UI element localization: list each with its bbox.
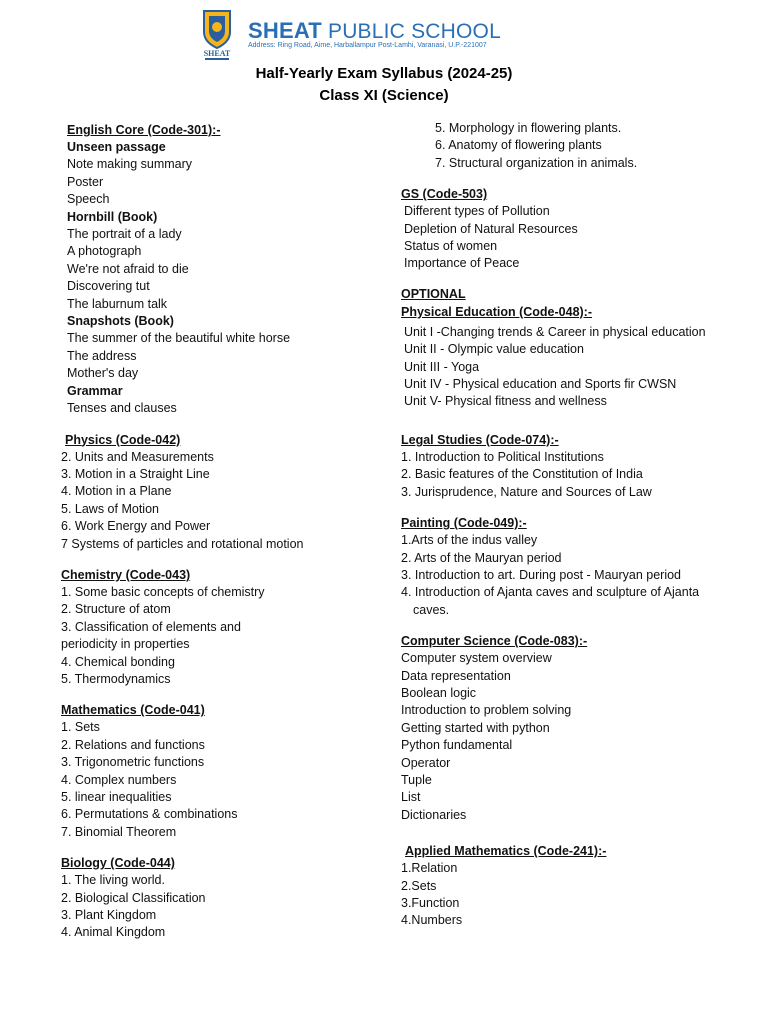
- list-item: Getting started with python: [401, 720, 550, 735]
- section-heading-gs: GS (Code-503): [401, 187, 488, 202]
- section-heading-legal-studies: Legal Studies (Code-074):-: [401, 432, 559, 447]
- list-item: 3. Introduction to art. During post - Mauryan period: [401, 567, 682, 582]
- list-item: Unit V- Physical fitness and wellness: [404, 394, 607, 409]
- list-item: 1. Introduction to Political Institutions: [401, 449, 604, 464]
- section-heading-english: English Core (Code-301):-: [67, 123, 221, 137]
- optional-label: OPTIONAL: [401, 286, 466, 301]
- list-item: periodicity in properties: [61, 637, 190, 652]
- list-item: 1. Some basic concepts of chemistry: [61, 584, 265, 599]
- section-gs: [401, 185, 741, 273]
- list-item: List: [401, 790, 421, 805]
- title-line-1: Half-Yearly Exam Syllabus (2024-25): [255, 65, 513, 82]
- section-heading-physics: Physics (Code-042): [65, 432, 181, 447]
- list-item: 2. Relations and functions: [61, 737, 205, 752]
- list-item: Tuple: [401, 772, 432, 787]
- list-item: 7 Systems of particles and rotational motion: [61, 536, 304, 551]
- subheading-item: Grammar: [67, 383, 123, 398]
- list-item: 7. Structural organization in animals.: [435, 155, 638, 170]
- school-logo-crest-icon: [200, 8, 234, 62]
- list-item: Python fundamental: [401, 738, 513, 753]
- computer-science-items: [401, 650, 741, 824]
- list-item: Importance of Peace: [404, 256, 520, 271]
- list-item: 1.Arts of the indus valley: [401, 533, 538, 548]
- list-item: Computer system overview: [401, 651, 552, 666]
- list-item: 3. Trigonometric functions: [61, 755, 205, 770]
- list-item: The portrait of a lady: [67, 227, 182, 242]
- section-heading-painting: Painting (Code-049):-: [401, 516, 527, 531]
- list-item: The summer of the beautiful white horse: [67, 331, 291, 346]
- svg-text:SHEAT: SHEAT: [203, 49, 231, 58]
- list-item: 2. Basic features of the Constitution of India: [401, 467, 643, 482]
- list-item: 4. Animal Kingdom: [61, 925, 166, 940]
- section-biology-continued: [401, 120, 741, 172]
- list-item: Discovering tut: [67, 279, 150, 294]
- list-item: 2.Sets: [401, 878, 437, 893]
- list-item: 6. Work Energy and Power: [61, 519, 211, 534]
- english-items: [61, 139, 381, 418]
- physical-education-items: [401, 324, 741, 411]
- list-item: Depletion of Natural Resources: [404, 221, 578, 236]
- list-item: A photograph: [67, 244, 142, 259]
- legal-studies-items: [401, 449, 741, 501]
- list-item: 5. Laws of Motion: [61, 501, 159, 516]
- list-item: Data representation: [401, 668, 511, 683]
- school-name: [248, 18, 501, 44]
- list-item: 2. Units and Measurements: [61, 449, 214, 464]
- maths-items: [61, 719, 381, 841]
- list-item: 2. Structure of atom: [61, 602, 171, 617]
- title-line-2: Class XI (Science): [319, 87, 449, 104]
- school-header: [0, 0, 768, 64]
- section-physics: [61, 431, 381, 553]
- section-heading-physical-education: Physical Education (Code-048):-: [401, 304, 593, 319]
- list-item: 1. The living world.: [61, 873, 165, 888]
- list-item: 5. linear inequalities: [61, 790, 172, 804]
- list-item: 3. Jurisprudence, Nature and Sources of Law: [401, 484, 652, 499]
- list-item: Introduction to problem solving: [401, 703, 572, 718]
- list-item: The address: [67, 348, 137, 363]
- painting-items: [401, 532, 741, 619]
- list-item: 4. Chemical bonding: [61, 654, 175, 669]
- section-legal-studies: [401, 431, 741, 501]
- section-painting: [401, 514, 741, 619]
- list-item: 4.Numbers: [401, 913, 463, 928]
- list-item: Unit II - Olympic value education: [404, 342, 584, 357]
- list-item: Poster: [67, 174, 104, 189]
- list-item: 1. Sets: [61, 720, 100, 735]
- subheading-item: Snapshots (Book): [67, 314, 174, 329]
- list-item: Boolean logic: [401, 685, 477, 700]
- list-item: Operator: [401, 755, 451, 770]
- list-item: 4. Introduction of Ajanta caves and sculpture of Ajanta: [401, 585, 700, 600]
- chemistry-items: [61, 584, 381, 688]
- section-heading-chemistry: Chemistry (Code-043): [61, 567, 191, 582]
- list-item: 3. Classification of elements and: [61, 619, 241, 634]
- list-item: 1.Relation: [401, 861, 458, 876]
- list-item: 4. Motion in a Plane: [61, 484, 172, 499]
- section-applied-maths: [401, 842, 741, 930]
- school-name-bold: SHEAT: [248, 18, 322, 43]
- subheading-item: Unseen passage: [67, 140, 166, 154]
- list-item: We're not afraid to die: [67, 261, 189, 276]
- list-item: 2. Biological Classification: [61, 890, 206, 905]
- section-biology: [61, 854, 381, 942]
- list-item: Unit III - Yoga: [404, 359, 480, 374]
- list-item: 3.Function: [401, 896, 460, 910]
- list-item: Dictionaries: [401, 807, 467, 822]
- list-item: 6. Permutations & combinations: [61, 807, 238, 822]
- document-title: [0, 63, 768, 107]
- section-chemistry: [61, 566, 381, 688]
- section-computer-science: [401, 632, 741, 824]
- section-heading-computer-science: Computer Science (Code-083):-: [401, 634, 588, 649]
- gs-items: [401, 203, 741, 273]
- section-english: [61, 121, 381, 418]
- physics-items: [61, 449, 381, 553]
- list-item: The laburnum talk: [67, 296, 168, 311]
- list-item: 4. Complex numbers: [61, 772, 177, 787]
- list-item: Note making summary: [67, 157, 193, 172]
- list-item: Tenses and clauses: [67, 401, 177, 416]
- left-column: [61, 121, 381, 955]
- list-item: 5. Morphology in flowering plants.: [435, 121, 622, 135]
- section-physical-education: [401, 286, 741, 411]
- list-item: Different types of Pollution: [404, 204, 550, 219]
- right-column: [401, 120, 741, 943]
- section-heading-applied-maths: Applied Mathematics (Code-241):-: [405, 844, 607, 859]
- subheading-item: Hornbill (Book): [67, 209, 158, 224]
- biology-items: [61, 872, 381, 942]
- list-item: 3. Plant Kingdom: [61, 908, 157, 923]
- biology-continued-items: [401, 120, 741, 172]
- list-item: Mother's day: [67, 366, 139, 381]
- applied-maths-items: [401, 860, 741, 930]
- school-name-rest: PUBLIC SCHOOL: [327, 20, 501, 43]
- section-heading-biology: Biology (Code-044): [61, 856, 175, 871]
- list-item: Speech: [67, 192, 110, 207]
- list-item: 2. Arts of the Mauryan period: [401, 550, 562, 565]
- list-item: 6. Anatomy of flowering plants: [435, 138, 602, 153]
- list-item: Unit IV - Physical education and Sports fir CWSN: [404, 377, 677, 392]
- list-item: 3. Motion in a Straight Line: [61, 466, 210, 481]
- list-item: 7. Binomial Theorem: [61, 824, 177, 839]
- section-maths: [61, 701, 381, 841]
- section-heading-maths: Mathematics (Code-041): [61, 703, 205, 718]
- list-item: 5. Thermodynamics: [61, 671, 171, 686]
- list-item: Status of women: [404, 239, 498, 254]
- school-address: Address: Ring Road, Aime, Harballampur Post-Lamhi, Varanasi, U.P.-221007: [248, 42, 487, 49]
- list-item: caves.: [413, 602, 450, 617]
- list-item: Unit I -Changing trends & Career in physical education: [404, 324, 706, 339]
